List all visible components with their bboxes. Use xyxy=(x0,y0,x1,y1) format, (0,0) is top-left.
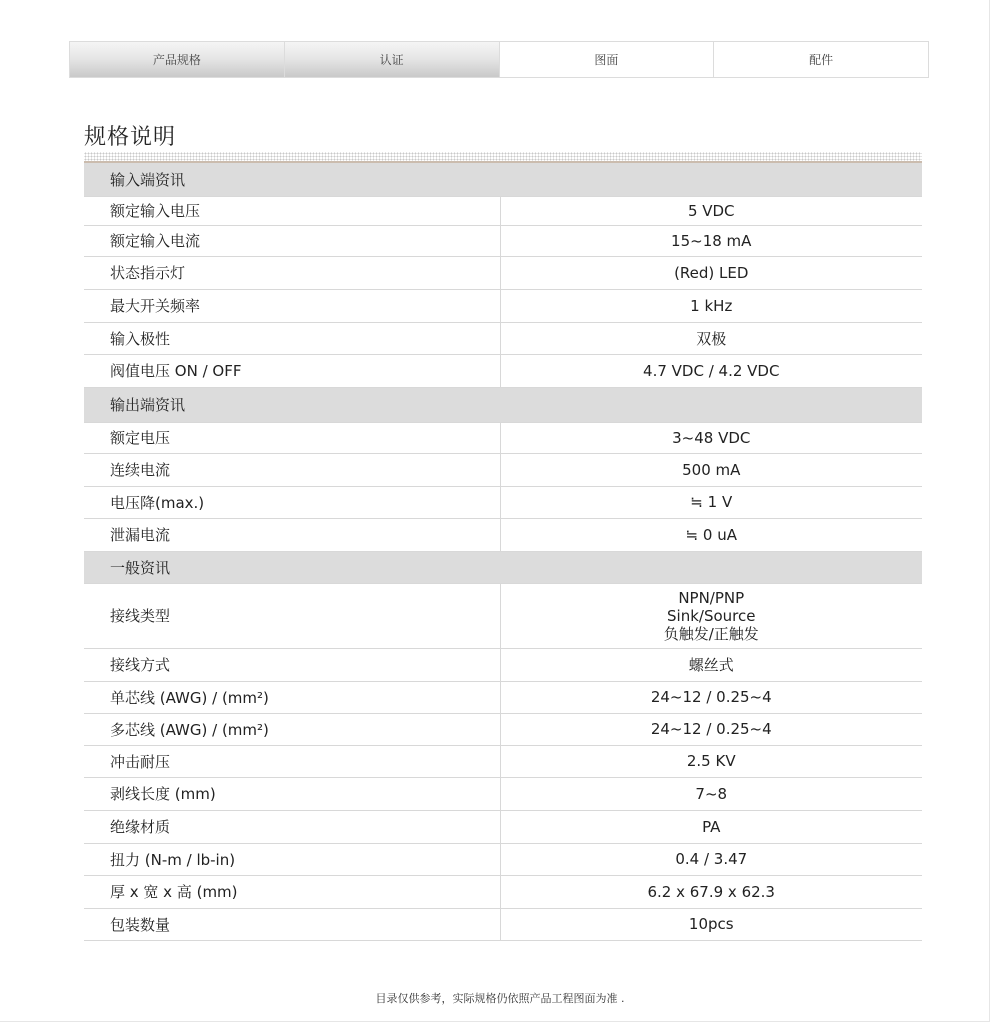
tab-certification[interactable]: 认证 xyxy=(285,42,500,77)
tab-bar xyxy=(69,41,929,78)
table-row xyxy=(84,354,922,387)
table-row xyxy=(84,289,922,322)
row-label: 接线方式 xyxy=(84,648,500,681)
row-value: 6.2 x 67.9 x 62.3 xyxy=(500,875,922,908)
table-row xyxy=(84,322,922,354)
row-value: 5 VDC xyxy=(500,196,922,225)
table-row xyxy=(84,777,922,810)
row-value: ≒ 0 uA xyxy=(500,518,922,551)
section-title: 一般资讯 xyxy=(84,551,922,583)
row-label: 接线类型 xyxy=(84,583,500,648)
disclaimer-footer: 目录仅供参考，实际规格仍依照产品工程图面为准 . xyxy=(375,992,625,1005)
row-label: 状态指示灯 xyxy=(84,256,500,289)
table-row xyxy=(84,713,922,745)
table-row xyxy=(84,681,922,713)
row-label: 单芯线 (AWG) / (mm²) xyxy=(84,681,500,713)
table-row xyxy=(84,486,922,518)
row-label: 阀值电压 ON / OFF xyxy=(84,354,500,387)
tab-specifications[interactable]: 产品规格 xyxy=(70,42,285,77)
table-row xyxy=(84,256,922,289)
row-value: 4.7 VDC / 4.2 VDC xyxy=(500,354,922,387)
row-label: 绝缘材质 xyxy=(84,810,500,843)
row-value: 7~8 xyxy=(500,777,922,810)
row-value: 10pcs xyxy=(500,908,922,940)
spec-table xyxy=(84,163,922,941)
table-row xyxy=(84,648,922,681)
row-label: 额定输入电压 xyxy=(84,196,500,225)
row-value: ≒ 1 V xyxy=(500,486,922,518)
tab-accessories[interactable]: 配件 xyxy=(714,42,928,77)
section-header-input xyxy=(84,163,922,196)
table-row xyxy=(84,518,922,551)
row-label: 厚 x 宽 x 高 (mm) xyxy=(84,875,500,908)
row-value: 双极 xyxy=(500,322,922,354)
table-row xyxy=(84,453,922,486)
row-value: 24~12 / 0.25~4 xyxy=(500,681,922,713)
section-title: 输出端资讯 xyxy=(84,387,922,422)
row-value: 3~48 VDC xyxy=(500,422,922,453)
dotted-divider xyxy=(84,152,922,161)
row-value: 螺丝式 xyxy=(500,648,922,681)
wiring-type-line: 负触发/正触发 xyxy=(663,624,759,643)
wiring-type-line: Sink/Source xyxy=(667,606,756,625)
row-value: 0.4 / 3.47 xyxy=(500,843,922,875)
row-value xyxy=(500,583,922,648)
row-value: 1 kHz xyxy=(500,289,922,322)
table-row xyxy=(84,843,922,875)
row-label: 扭力 (N-m / lb-in) xyxy=(84,843,500,875)
row-value: (Red) LED xyxy=(500,256,922,289)
wiring-type-line: NPN/PNP xyxy=(678,588,745,607)
row-label: 多芯线 (AWG) / (mm²) xyxy=(84,713,500,745)
row-label: 输入极性 xyxy=(84,322,500,354)
row-value: 15~18 mA xyxy=(500,225,922,256)
table-row xyxy=(84,196,922,225)
table-row xyxy=(84,908,922,940)
row-label: 包装数量 xyxy=(84,908,500,940)
row-label: 冲击耐压 xyxy=(84,745,500,777)
table-row xyxy=(84,875,922,908)
row-label: 泄漏电流 xyxy=(84,518,500,551)
row-label: 额定输入电流 xyxy=(84,225,500,256)
row-label: 额定电压 xyxy=(84,422,500,453)
page-title: 规格说明 xyxy=(84,125,177,150)
row-label: 连续电流 xyxy=(84,453,500,486)
table-row xyxy=(84,225,922,256)
section-header-output xyxy=(84,387,922,422)
row-label: 剥线长度 (mm) xyxy=(84,777,500,810)
table-row xyxy=(84,745,922,777)
table-row xyxy=(84,422,922,453)
tab-drawings[interactable]: 图面 xyxy=(500,42,715,77)
row-value: 2.5 KV xyxy=(500,745,922,777)
row-label: 最大开关频率 xyxy=(84,289,500,322)
section-header-general xyxy=(84,551,922,583)
row-value: PA xyxy=(500,810,922,843)
section-title: 输入端资讯 xyxy=(84,163,922,196)
row-value: 500 mA xyxy=(500,453,922,486)
row-value: 24~12 / 0.25~4 xyxy=(500,713,922,745)
table-row xyxy=(84,810,922,843)
row-label: 电压降(max.) xyxy=(84,486,500,518)
table-row xyxy=(84,583,922,648)
